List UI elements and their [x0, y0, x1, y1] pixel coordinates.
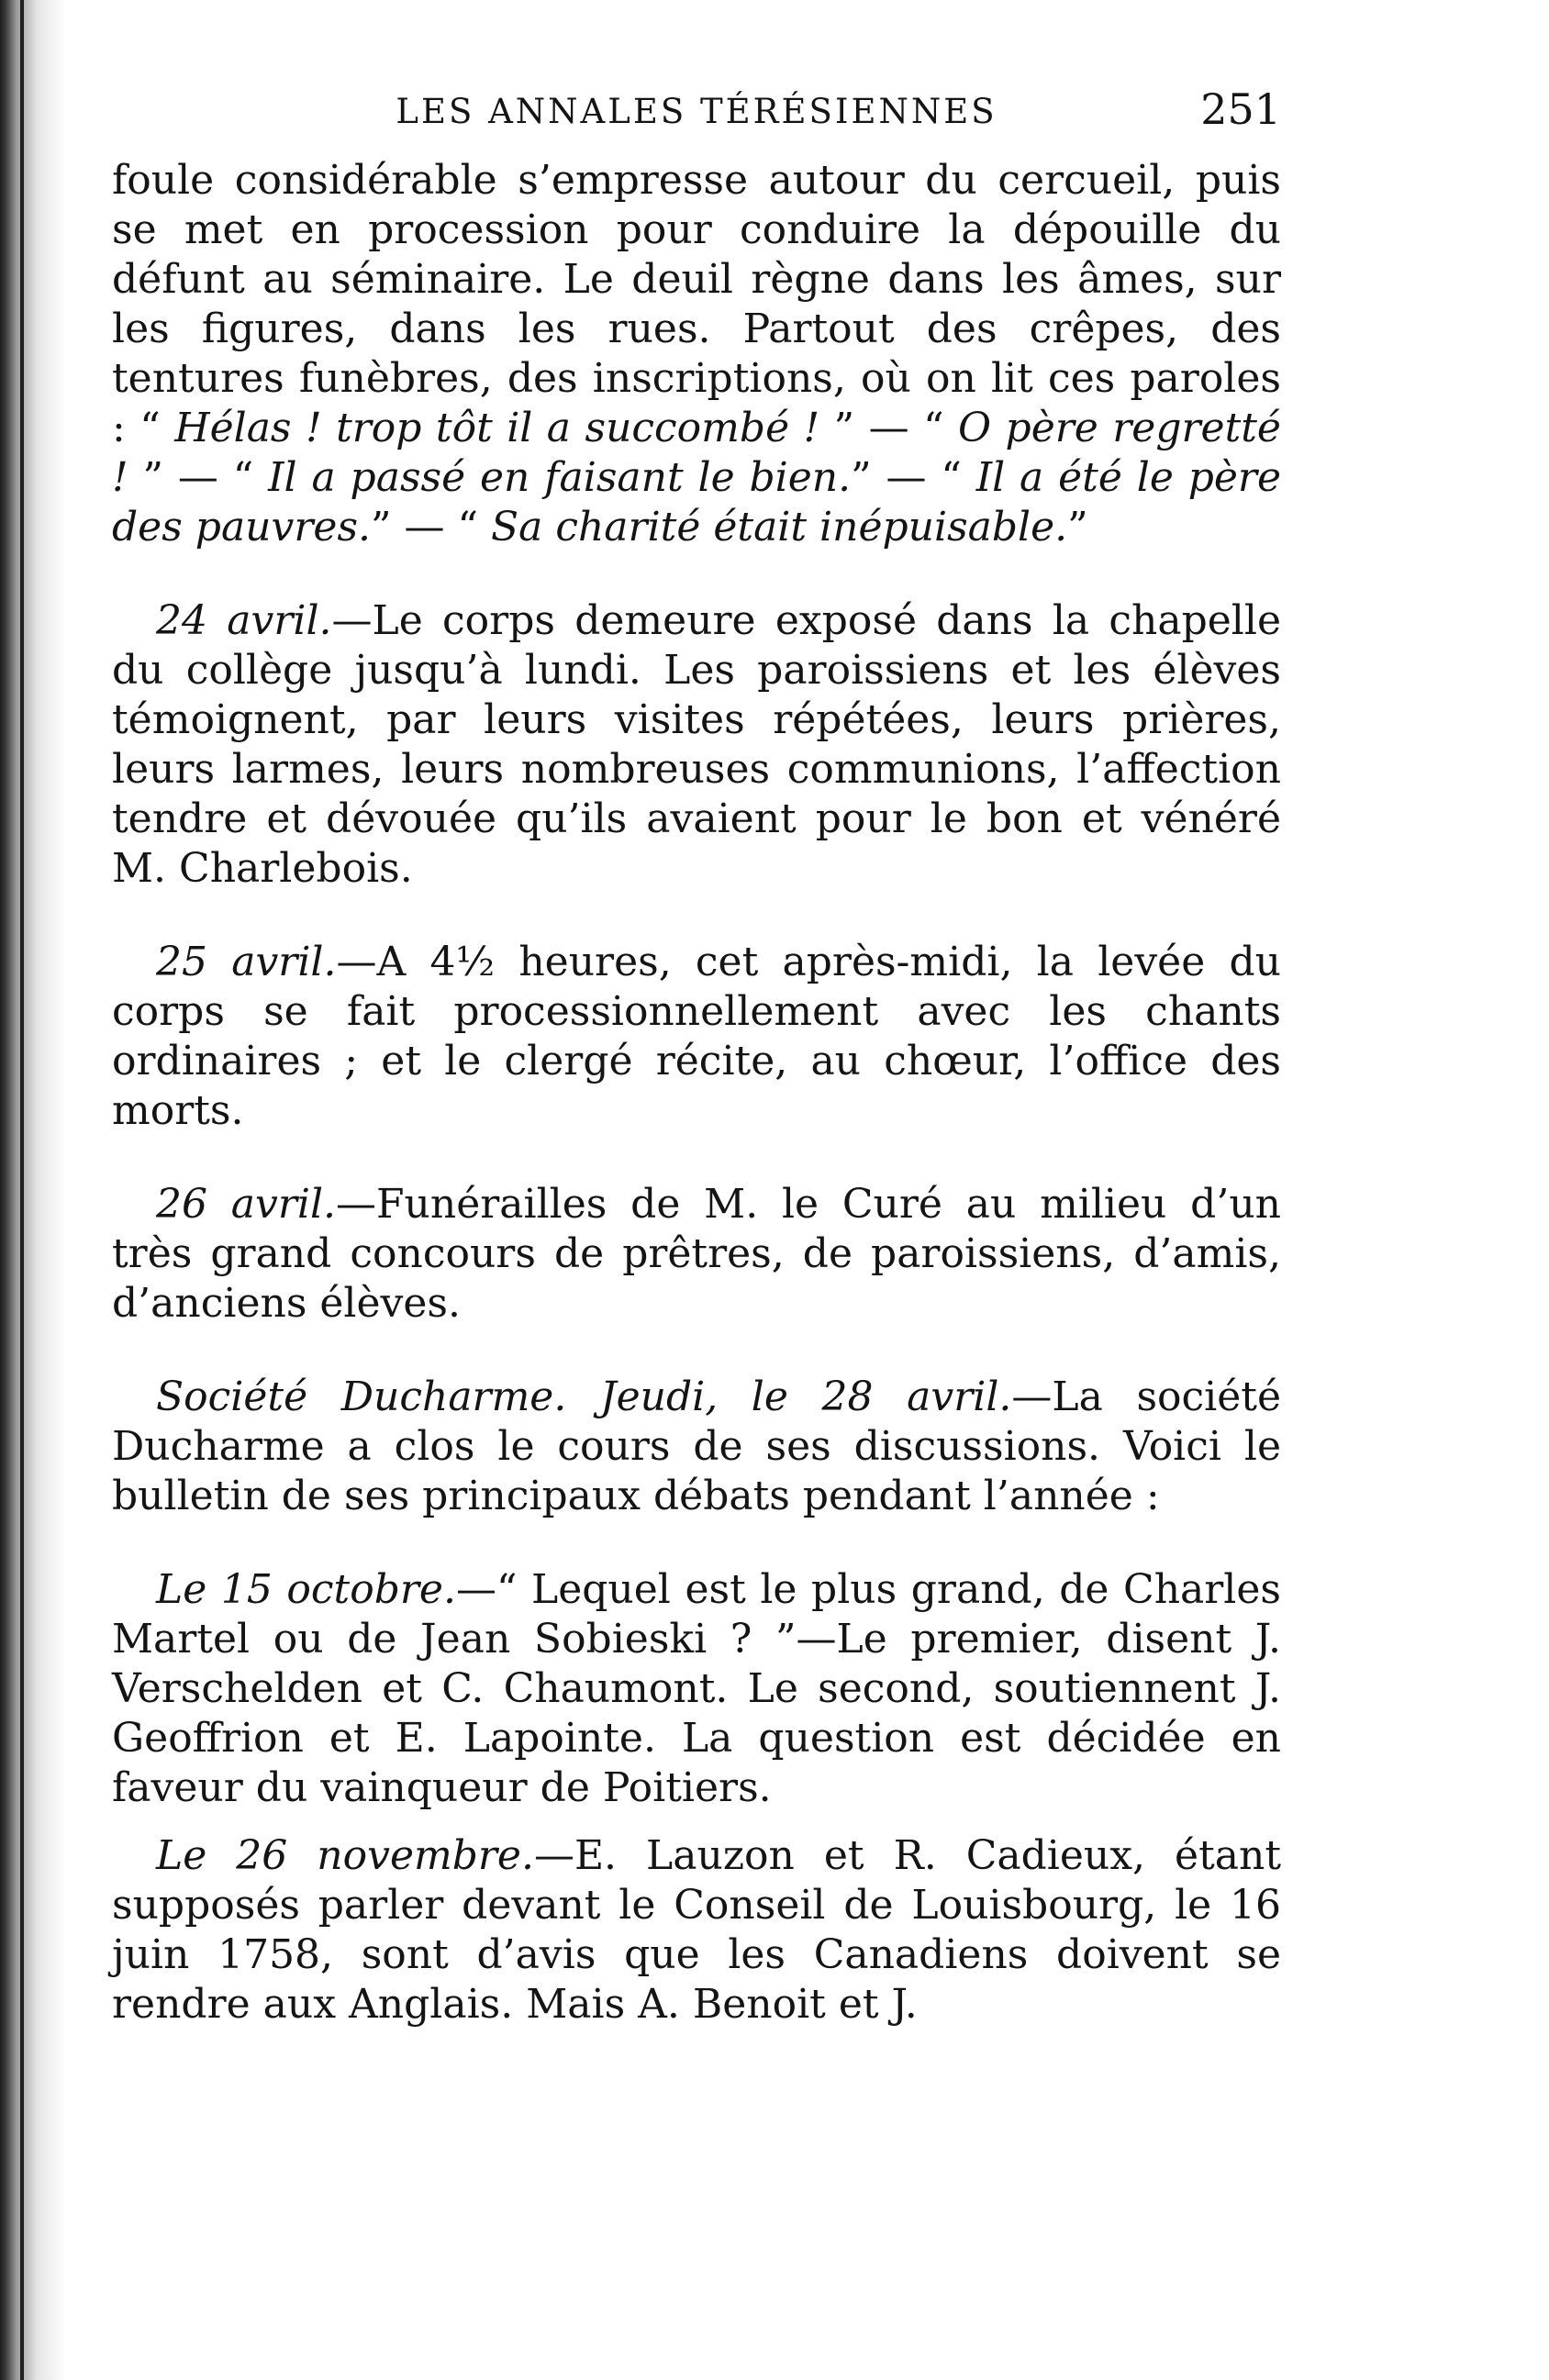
- paragraph-text: foule considérable s’empresse autour du cercueil, puis se met en procession pour conduire la dépouille du défunt au séminaire. Le deuil règne dans les âmes, sur les figures, dans les rues. Partout des crêpes, des tentures funèbres, des inscriptions, où on lit ces paroles : “: [112, 157, 1281, 451]
- inscription-quote: Hélas ! trop tôt il a succombé !: [174, 405, 820, 451]
- entry-date: 25 avril.: [156, 939, 337, 985]
- paragraph-15-octobre: [112, 1565, 1281, 1813]
- paragraph-26-avril: [112, 1180, 1281, 1329]
- paragraph-26-novembre: [112, 1831, 1281, 2030]
- paragraph-text: ” — “: [371, 504, 491, 551]
- paragraph-text: ”: [1067, 504, 1088, 551]
- entry-date: 26 avril.: [156, 1181, 337, 1228]
- paragraph-text: —“ Lequel est le plus grand, de Charles Martel ou de Jean Sobieski ? ”—Le premier, disent J. Verschelden et C. Chaumont. Le second, soutiennent J. Geoffrion et E. Lapointe. La question est décidée en faveur du vainqueur de Poitiers.: [112, 1566, 1281, 1811]
- paragraph-procession: [112, 156, 1281, 552]
- paragraph-societe-ducharme: [112, 1373, 1281, 1521]
- page-left-edge-shadow: [0, 0, 66, 2380]
- paragraph-text: —E. Lauzon et R. Cadieux, étant supposés parler devant le Conseil de Louisbourg, le 16 juin 1758, sont d’avis que les Canadiens doivent se rendre aux Anglais. Mais A. Benoit et J.: [112, 1832, 1281, 2028]
- inscription-quote: Il a été le père des pauvres.: [112, 454, 1282, 551]
- paragraph-text: ” — “: [128, 454, 269, 501]
- paragraph-text: ” — “: [851, 454, 976, 501]
- paragraph-24-avril: [112, 596, 1281, 894]
- entry-date: 24 avril.: [156, 597, 332, 644]
- page-number: 251: [1200, 84, 1281, 134]
- paragraph-text: ” — “: [819, 405, 959, 451]
- running-header: [112, 84, 1281, 139]
- page-body: [112, 156, 1281, 2030]
- paragraph-25-avril: [112, 938, 1281, 1136]
- running-title: LES ANNALES TÉRÉSIENNES: [396, 92, 997, 131]
- entry-date: Le 26 novembre.: [156, 1832, 534, 1879]
- paragraph-text: —A 4½ heures, cet après-midi, la levée du corps se fait processionnellement avec les chants ordinaires ; et le clergé récite, au chœur, l’office des morts.: [112, 939, 1281, 1134]
- section-heading: Société Ducharme. Jeudi, le 28 avril.: [156, 1374, 1012, 1420]
- entry-date: Le 15 octobre.: [156, 1566, 456, 1613]
- paragraph-text: —Funérailles de M. le Curé au milieu d’un très grand concours de prêtres, de paroissiens, d’amis, d’anciens élèves.: [112, 1181, 1281, 1327]
- inscription-quote: Il a passé en faisant le bien.: [268, 454, 852, 501]
- inscription-quote: O père regretté !: [112, 405, 1281, 501]
- paragraph-text: —Le corps demeure exposé dans la chapelle du collège jusqu’à lundi. Les paroissiens et les élèves témoignent, par leurs visites répétées, leurs prières, leurs larmes, leurs nombreuses communions, l’affection tendre et dévouée qu’ils avaient pour le bon et vénéré M. Charlebois.: [112, 597, 1281, 892]
- paragraph-text: —La société Ducharme a clos le cours de ses discussions. Voici le bulletin de ses principaux débats pendant l’année :: [112, 1374, 1282, 1519]
- binding-edge-line: [20, 0, 24, 2380]
- inscription-quote: Sa charité était inépuisable.: [490, 504, 1068, 551]
